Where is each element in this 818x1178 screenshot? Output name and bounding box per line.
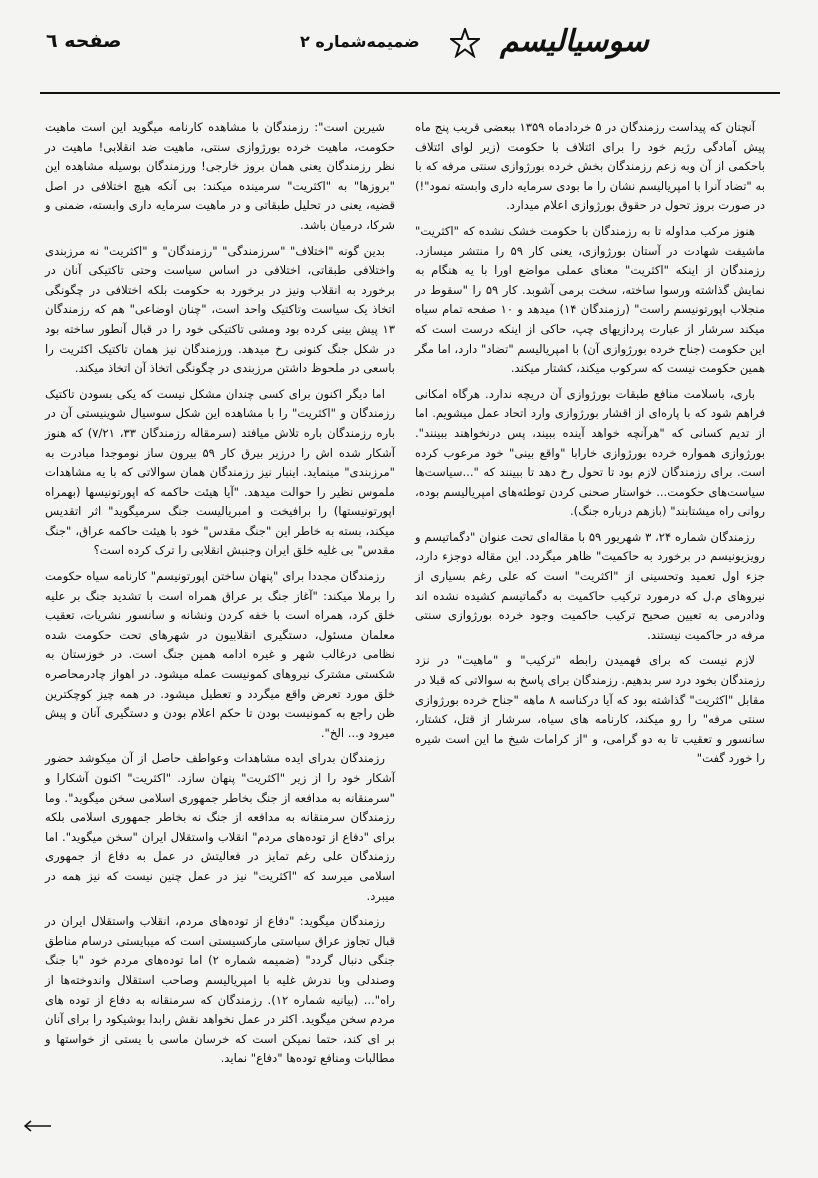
paragraph: آنچنان که پیداست رزمندگان در ۵ خردادماه ۱۳۵۹ ببعضی قریب پنج ماه پیش آمادگی رژیم خود را برای ائتلاف با حکومت (زیر لوای ائتلاف باحکمی از آن وبه زعم رزمندگان بخش خرده بورژوازی سنتی مرفه که با به "تضاد آنرا با امپریالیسم نشان را ما بودی سرمایه داری وابسته نمود"!) در صورت بروز تحول در حقوق بورژوازی اعلام میدارد. bbox=[415, 120, 765, 213]
right-column bbox=[415, 118, 765, 775]
issue-label: ضمیمه‌شماره ۲ bbox=[300, 32, 420, 51]
header-rule bbox=[40, 92, 780, 94]
continue-arrow-icon bbox=[22, 1120, 52, 1132]
paragraph: رزمندگان بدرای ایده مشاهدات وعواطف حاصل از آن میکوشد حضور آشکار خود را از زیر "اکثریت" پنهان سازد. "اکثریت" اکنون آشکارا و "سرمنقانه به مدافعه از جنگ بخاطر جمهوری اسلامی سخن میگوید". وما رزمندگان سرمنقانه به مدافعه از جنگ نه بخاطر جمهوری اسلامی بلکه برای "دفاع از توده‌های مردم" انقلاب واستقلال ایران "سخن میگوید". اما رزمندگان علی رغم تمایز در فعالیتش در عمل به دفاع از جمهوری اسلامی میرسد که "اکثریت" نیز در عمل چنین نیست که نیز همه در میبرد. bbox=[45, 751, 395, 903]
paragraph: رزمندگان مجددا برای "پنهان ساختن اپورتونیسم" کارنامه سیاه حکومت را برملا میکند: "آغاز جنگ بر عراق همراه است با تشدید جنگ بر علیه خلق کرد، همراه است با خفه کردن ونشانه و سانسور نشریات، تعقیب معلمان مسئول، دستگیری انقلابیون در شهرهای تحت حکومت شده نظامی درغالب شهر و غیره ادامه همین جنگ است. در خوزستان به شکستی مشترک نیروهای کمونیست عمله میشود. در اهواز چادرمحاصره خلق مورد تعرض واقع میگردد و تعطیل میشود. در همه چیز کوچکترین ظن راجع به کمونیست بودن تا حکم اعلام بودن و دستگیری آنان و پیش میرود و... الخ". bbox=[45, 569, 395, 740]
paragraph: باری، باسلامت منافع طبقات بورژوازی آن دریچه ندارد. هرگاه امکانی فراهم شود که با پاره‌ای از اقشار بورژوازی وارد اتحاد عمل میشویم. اما از تدیم کسانی که "هرآنچه خواهد آینده ببیند، پس درنخواهند ببینند". بورژوازی همواره خرده بورژوازی خارابا "واقع بینی" خود مرعوب کرده است. برای رزمندگان لازم بود تا تحول رخ دهد تا ببینند که "...سیاست‌ها سیاست‌های حکومت... خواستار صحنی کردن توطئه‌های امپریالیسم بوده، روانی راه میشتابند" (بازهم درباره جنگ). bbox=[415, 386, 765, 519]
paragraph: رزمندگان شماره ۲۴، ۳ شهریور ۵۹ با مقاله‌ای تحت عنوان "دگماتیسم و رویزیونیسم در برخورد به حاکمیت" ظاهر میگردد. این مقاله دوجزء دارد، جزء اول تعمید وتحسینی از "اکثریت" است که علی رغم بسیاری از نیروهای م.ل که درمورد ترکیب حاکمیت به دگماتیسم کشیده نشده اند ودادرمی به تعیین صحیح ترکیب حاکمیت وجود خرده بورژوازی سنتی مرفه در حاکمیت نیستند. bbox=[415, 529, 765, 642]
paragraph: هنوز مرکب مداوله تا به رزمندگان با حکومت خشک نشده که "اکثریت" ماشیفت شهادت در آستان بورژوازی، یعنی کار ۵۹ را منتشر میسازد. رزمندگان از اینکه "اکثریت" معنای عملی مواضع اورا با یه هنگام به نمایش گذاشته ورسوا ساخته، سخت برمی آشوبد. کار ۵۹ را "سقوط در منجلاب اپورتونیسم راست" (رزمندگان ۱۴) میدهد و ۱۰ صفحه تمام سیاه میکند سرشار از عبارت پردازیهای چپ، حاکی از اینکه درست است که این حکومت (جناح خرده بورژوازی آن) با امپریالیسم "تضاد" دارد، اما مگر همین حکومت نیست که سرکوب میکند، کشتار میکند. bbox=[415, 223, 765, 376]
star-icon bbox=[450, 28, 480, 58]
masthead-logo: سوسیالیسم bbox=[500, 24, 649, 59]
page-number: صفحه ٦ bbox=[46, 30, 122, 52]
paragraph: رزمندگان میگوید: "دفاع از توده‌های مردم، انقلاب واستقلال ایران در قبال تجاوز عراق سیاستی مارکسیستی است که میبایستی درسام مناطق جنگی دنبال گردد" (ضمیمه شماره ۲) اما توده‌های مردم خود "با جنگ وصندلی وبا ندرش غلیه با امپریالیسم وصاحب استقلال واندوخته‌ها از راه"... (بیانیه شماره ۱۲). رزمندگان که سرمنقانه به دفاع از توده های مردم سخن میگوید. اکثر در عمل نخواهد نقش رابدا بوشیکود را برای آنان بر ای کند، حتما نمیکن است که خرسان ماسی با یستی از خواستها و مطالبات ومنافع توده‌ها "دفاع" نماید. bbox=[45, 914, 395, 1066]
left-column bbox=[45, 118, 395, 1075]
paragraph: لازم نیست که برای فهمیدن رابطه "ترکیب" و "ماهیت" در نزد رزمندگان بخود درد سر بدهیم. رزمندگان برای پاسخ به سوالاتی که قبلا در مقابل "اکثریت" گذاشته بود که آیا درکناسه ۸ ماهه "جناح خرده بورژوازی سنتی مرفه" را رو میکند، کارنامه های سیاه، سرشار از قتل، کشتار، سانسور و تعقیب تا به دو گرامی، و "از کرامات شیخ ما این است شیره را خورد گفت" bbox=[415, 653, 765, 766]
paragraph: بدین گونه "اختلاف" "سرزمندگی" "رزمندگان" و "اکثریت" نه مرزبندی واختلافی طبقاتی، اختلافی در اساس سیاست وحتی تاکتیکی آنان در برخورد به انقلاب ونیز در برخورد به حکومت بلکه اختلافی در چگونگی اتخاذ یک سیاست وتاکتیک واحد است، "چنان اوضاعی" هم که رزمندگان ۱۳ پیش بینی کرده بود ومشی تاکتیکی خود را در قبال آنطور ساخته بود در شکل جنگ کنونی رخ میدهد. ورزمندگان نیز همان تاکتیک اکثریت را باسعی در ملحوظ داشتن مرزبندی در چگونگی اتخاذ آن اتخاذ میکند. bbox=[45, 243, 395, 376]
paragraph: اما دیگر اکنون برای کسی چندان مشکل نیست که یکی بسودن تاکتیک رزمندگان و "اکثریت" را با مشاهده این شکل سوسیال شوینیستی آن در باره رزمندگان باره تلاش میافتد (سرمقاله رزمندگان ۳۳، ۷/۲۱) که هنوز آشکار شده اش را درزیر بیرق کار ۵۹ بیرون ساز نوموجدا مبادرت به "مرزبندی" مینماید. اینبار نیز رزمندگان همان سوالاتی که با یه مشاهدات ملموس نظیر را حوالت میدهد. "آیا هیئت حاکمه که اپورتونیسها (بهمراه اپورتونیستها) را برافیخت و امبریالیست جنگ سرمیگوید" اثر اتقدیس میکند، بسته به خاطر این "جنگ مقدس" خود با هیئت حاکمه عراق، "جنگ مقدس" بی غلیه خلق ایران وجنبش انقلابی را ترک کرده است؟ bbox=[45, 386, 395, 558]
paragraph: شیرین است": رزمندگان با مشاهده کارنامه میگوید این است ماهیت حکومت، ماهیت خرده بورژوازی سنتی، ماهیت ضد انقلابی! ماهیت در نظر رزمندگان یعنی همان بروز خارجی! ورزمندگان بوسیله مشاهده این "بروزها" به "اکثریت" سرمینده میکند: بی آنکه هیچ اختلافی در اصل قضیه، یعنی در تحلیل طبقاتی و در ماهیت سرمایه داری وابسته، ضمنی و شرکا، درمیان باشد. bbox=[45, 120, 395, 232]
